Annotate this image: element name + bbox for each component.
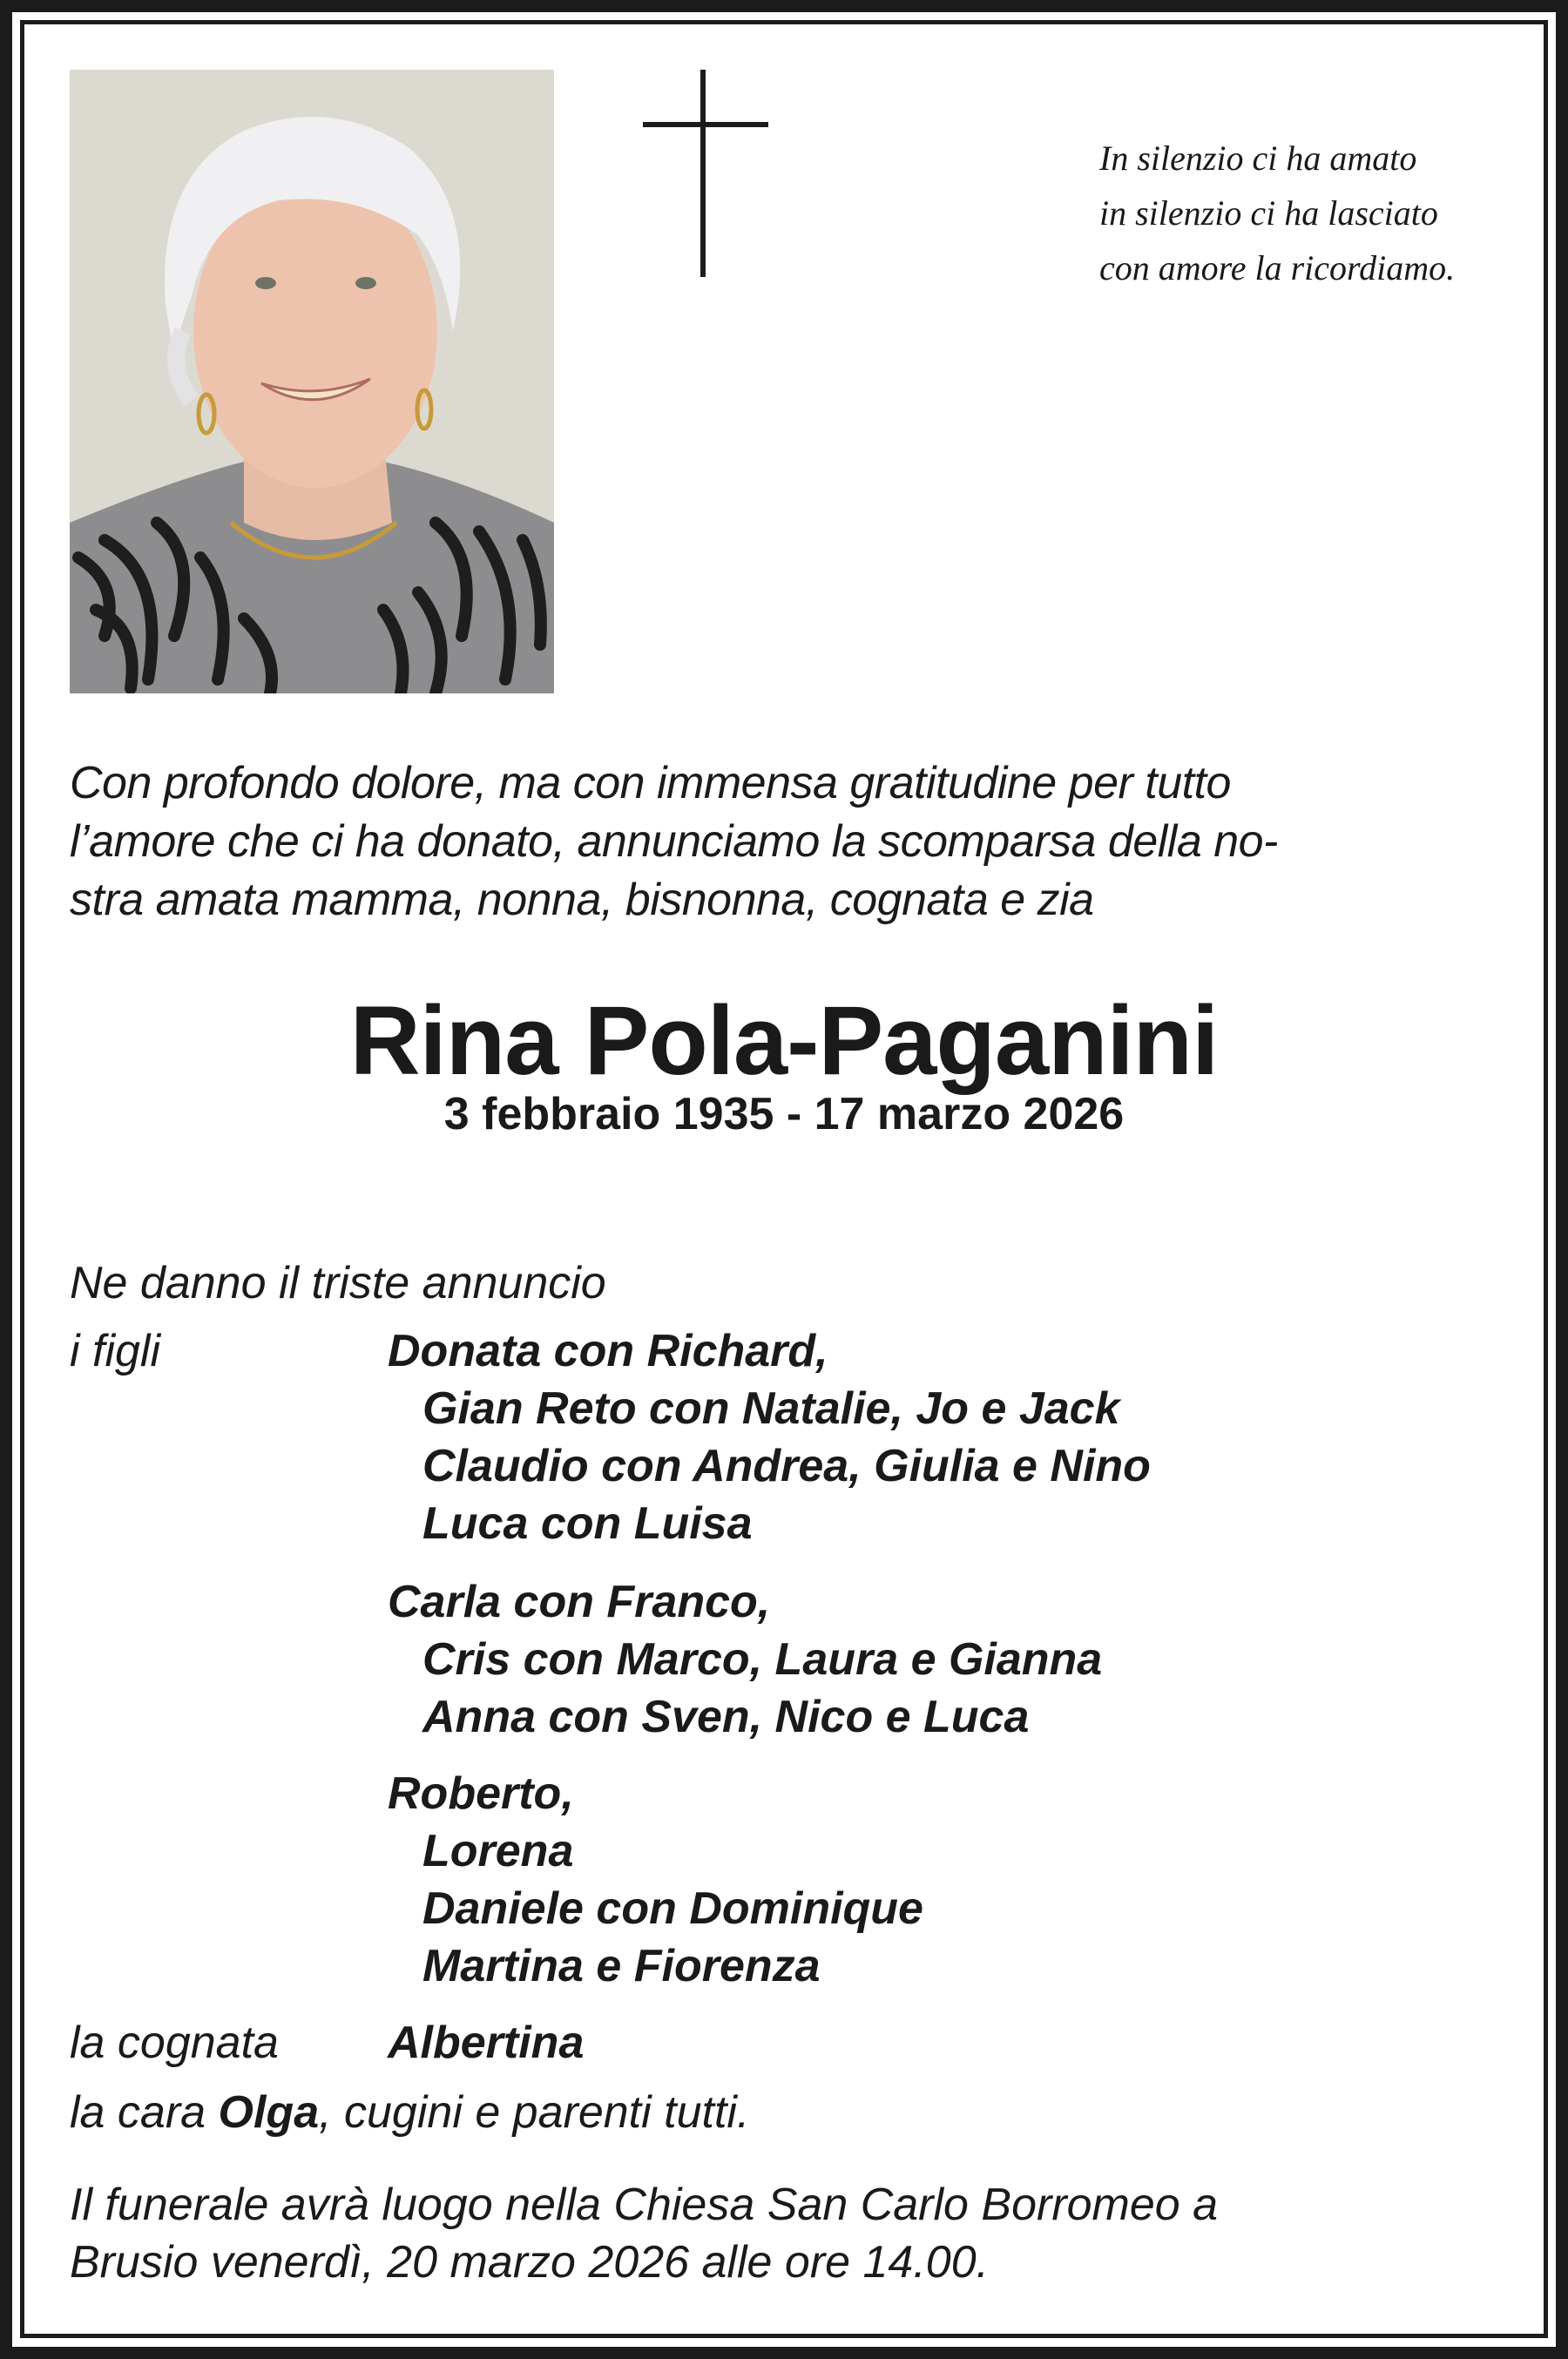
group-member: Lorena (422, 1826, 574, 1876)
group-member: Gian Reto con Natalie, Jo e Jack (422, 1383, 1120, 1434)
group-member: Claudio con Andrea, Giulia e Nino (422, 1441, 1151, 1491)
children-group-roberto (388, 1765, 923, 1995)
intro-line: Con profondo dolore, ma con immensa gratitudine per tutto (70, 758, 1231, 808)
group-member: Luca con Luisa (422, 1498, 753, 1549)
group-member: Anna con Sven, Nico e Luca (422, 1692, 1030, 1742)
closing-prefix: la cara (70, 2087, 219, 2138)
poem-line: con amore la ricordiamo. (1099, 248, 1456, 287)
sister-in-law-label: la cognata (70, 2018, 279, 2068)
funeral-line: Il funerale avrà luogo nella Chiesa San Carlo Borromeo a (70, 2180, 1219, 2230)
sister-in-law-name: Albertina (388, 2018, 585, 2068)
funeral-line: Brusio venerdì, 20 marzo 2026 alle ore 14.00. (70, 2237, 990, 2288)
group-head: Roberto, (388, 1768, 574, 1819)
announcement-intro: Ne danno il triste annuncio (70, 1258, 606, 1308)
children-group-carla (388, 1573, 1102, 1746)
intro-paragraph (70, 754, 1498, 929)
portrait-photo (70, 70, 554, 693)
group-head: Carla con Franco, (388, 1577, 771, 1627)
cross-vertical-bar (700, 70, 706, 277)
children-group-donata (388, 1322, 1151, 1552)
group-head: Donata con Richard, (388, 1326, 828, 1376)
group-member: Martina e Fiorenza (422, 1941, 821, 1991)
poem-line: in silenzio ci ha lasciato (1099, 193, 1438, 233)
deceased-name: Rina Pola-Paganini (349, 986, 1219, 1095)
cross-horizontal-bar (643, 122, 768, 127)
closing-name: Olga (218, 2087, 320, 2138)
group-member: Cris con Marco, Laura e Gianna (422, 1634, 1103, 1685)
children-label: i figli (70, 1326, 161, 1376)
latin-cross-icon (643, 70, 768, 277)
closing-line (70, 2084, 749, 2141)
intro-line: stra amata mamma, nonna, bisnonna, cognata e zia (70, 875, 1094, 925)
group-member: Daniele con Dominique (422, 1883, 923, 1934)
intro-line: l’amore che ci ha donato, annunciamo la scomparsa della no- (70, 816, 1278, 867)
funeral-info (70, 2176, 1218, 2291)
closing-suffix: , cugini e parenti tutti. (319, 2087, 750, 2138)
memorial-poem (1099, 131, 1455, 295)
poem-line: In silenzio ci ha amato (1099, 139, 1417, 178)
portrait-icon (70, 70, 554, 693)
life-dates: 3 febbraio 1935 - 17 marzo 2026 (443, 1089, 1125, 1139)
